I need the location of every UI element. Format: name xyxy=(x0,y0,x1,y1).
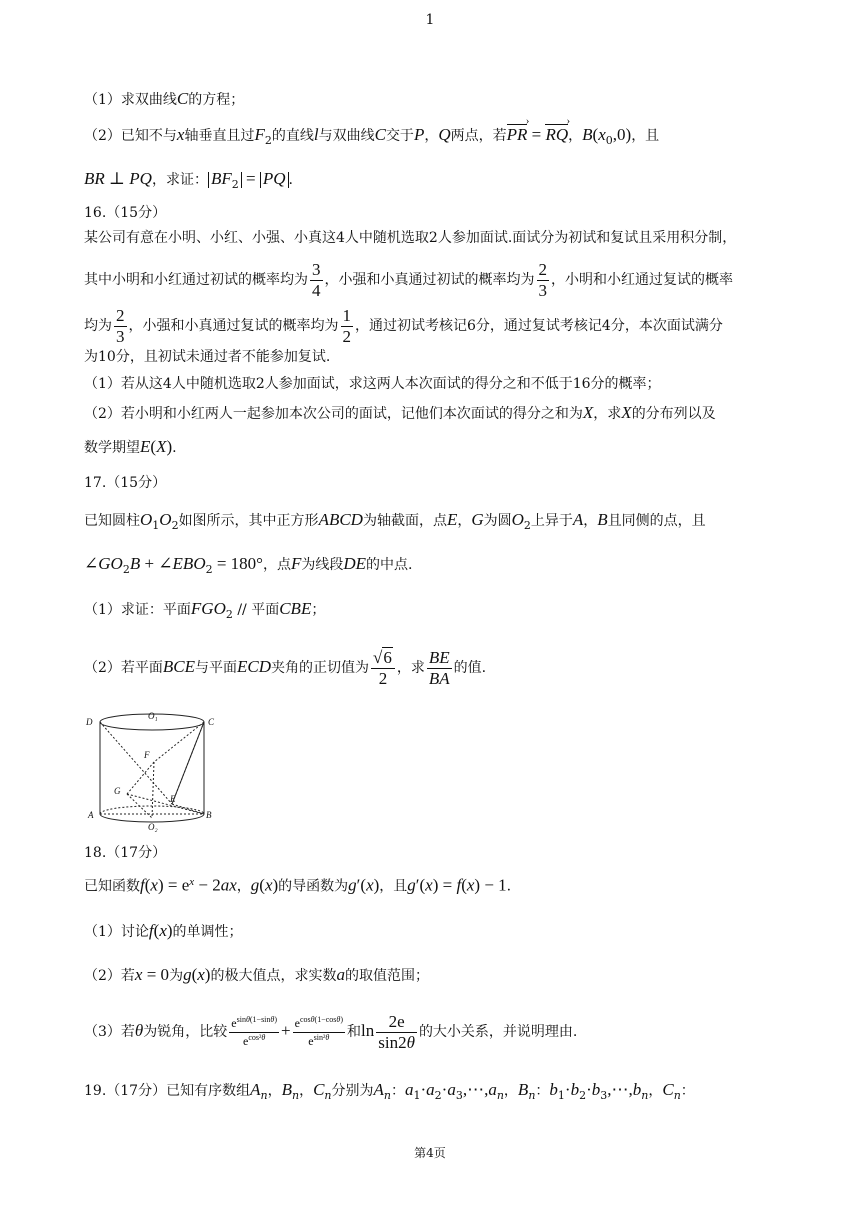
q18-part2: （2）若x = 0为g(x)的极大值点，求实数a的取值范围； xyxy=(84,965,429,984)
q18-line1: 已知函数$f(x) = e^x - 2ax$，g(x)的导函数为g′(x)，且g′(x) = f(x) − 1. xyxy=(84,875,512,895)
page-footer: 第4页 xyxy=(414,1146,446,1160)
label-A: A xyxy=(88,810,94,820)
label-G: G xyxy=(114,786,121,796)
q17-part2: （2）若平面BCE与平面ECD夹角的正切值为 $\frac{√6}{2}$ ，求 $\frac{BE}{BA}$ 的值. xyxy=(84,648,487,688)
q19-line1: 19.（17分）已知有序数组$A_n$，$B_n$，$C_n$分别为$A_n$：$a_1\cdot a_2\cdot a_3,\cdots,a_n$，$B_n$：$b_1\cdot b_2\cdot b_3,\cdots,b_n$，$C_n$： xyxy=(84,1080,695,1102)
q16-line3: 均为 $\frac{2}{3}$ ，小强和小真通过复试的概率均为 $\frac{1}{2}$ ，通过初试考核记6分，通过复试考核记4分，本次面试满分 xyxy=(84,306,723,346)
label-O2: O₂ xyxy=(148,822,158,832)
label-B: B xyxy=(206,810,212,820)
q16-line4: 为10分，且初试未通过者不能参加复试. xyxy=(84,349,331,365)
q16-part1: （1）若从这4人中随机选取2人参加面试，求这两人本次面试的得分之和不低于16分的概率； xyxy=(84,376,661,392)
q18-part3: （3）若θ为锐角，比较 $\frac{e^{sin\theta(1-sin\theta)}}{e^{cos^2\theta}}$ + $\frac{e^{cos\theta(1-cos\theta)}}{e^{sin^2\theta}}$ 和ln $\frac{2e}{\sin 2\theta}$ 的大小关系，并说明理由. xyxy=(84,1012,578,1052)
q16-line1: 某公司有意在小明、小红、小强、小真这4人中随机选取2人参加面试.面试分为初试和复试且采用积分制， xyxy=(84,230,737,246)
label-F: F xyxy=(144,750,150,760)
q15-part2-line2: BR ⊥ PQ，求证： $BF_2$ = PQ . xyxy=(84,169,293,191)
q17-line1: 已知圆柱$O_1O_2$如图所示，其中正方形ABCD为轴截面，点E，G为圆$O_2$上异于A，B且同侧的点，且 xyxy=(84,510,706,532)
cylinder-figure xyxy=(82,704,222,834)
q16-part2-line1: （2）若小明和小红两人一起参加本次公司的面试，记他们本次面试的得分之和为X，求X的分布列以及 xyxy=(84,403,716,422)
label-D: D xyxy=(86,717,93,727)
q15-part2-line1: （2）已知不与x轴垂直且过$F_2$的直线l与双曲线C交于P，Q两点，若PR › = RQ ›，$B(x_0,0)$，且 xyxy=(84,126,659,146)
label-E: E xyxy=(170,794,176,804)
q18-header: 18.（17分） xyxy=(84,845,167,861)
q15-part1: （1）求双曲线C的方程； xyxy=(84,89,245,108)
q16-part2-line2: 数学期望E(X). xyxy=(84,437,177,456)
q17-header: 17.（15分） xyxy=(84,475,167,491)
q16-line2: 其中小明和小红通过初试的概率均为 $\frac{3}{4}$ ，小强和小真通过初试的概率均为 $\frac{2}{3}$ ，小明和小红通过复试的概率 xyxy=(84,260,733,300)
q16-header: 16.（15分） xyxy=(84,205,167,221)
q18-part1: （1）讨论f(x)的单调性； xyxy=(84,921,243,940)
q17-part1: （1）求证：平面$FGO_2$ // 平面CBE； xyxy=(84,599,326,621)
q17-line2: $\angle GO_2B$ + $\angle EBO_2 = 180^\circ$，点F为线段DE的中点. xyxy=(84,554,413,576)
page-number: 1 xyxy=(425,12,435,28)
label-C: C xyxy=(208,717,215,727)
label-O1: O₁ xyxy=(148,711,158,721)
